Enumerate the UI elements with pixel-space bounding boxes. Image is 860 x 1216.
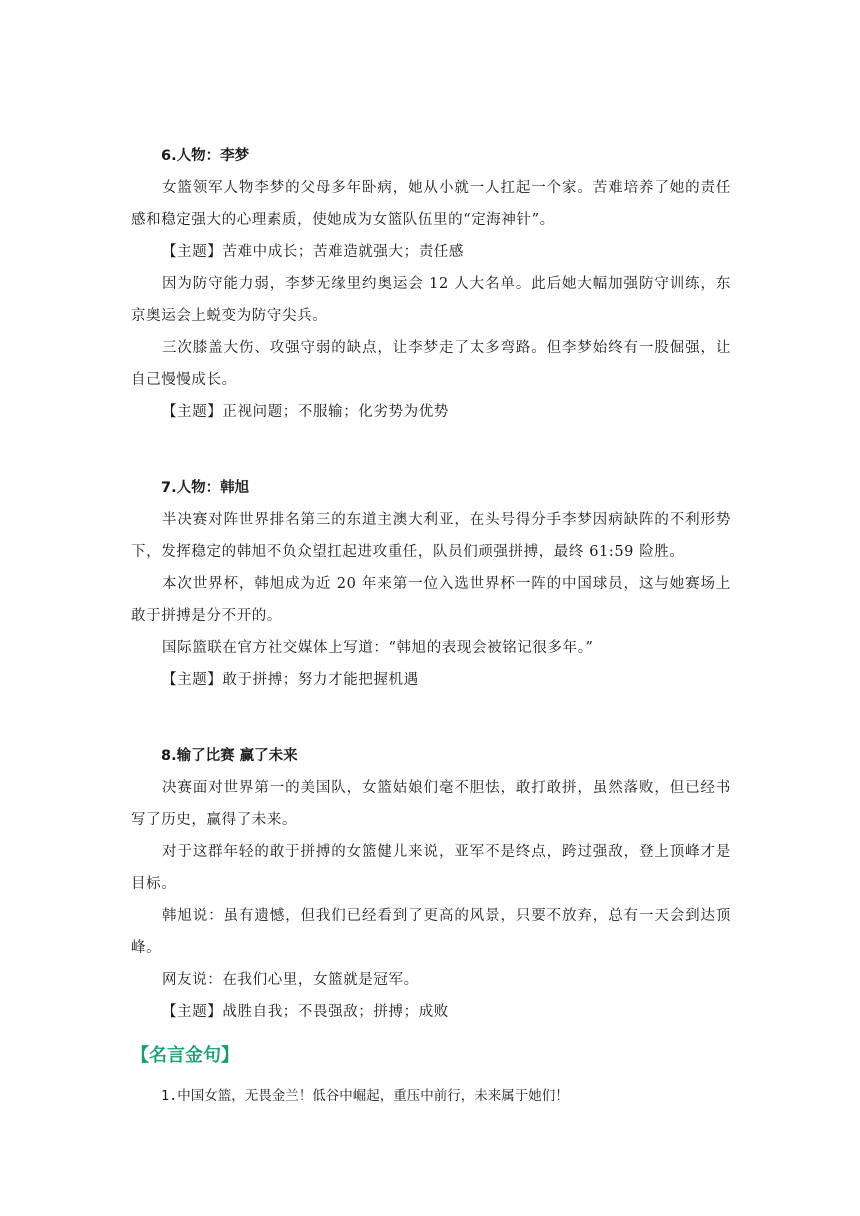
paragraph: 韩旭说：虽有遗憾，但我们已经看到了更高的风景，只要不放弃，总有一天会到达顶峰。 — [131, 908, 731, 956]
section-li-meng — [131, 140, 731, 428]
paragraph: 本次世界杯，韩旭成为近 20 年来第一位入选世界杯一阵的中国球员，这与她赛场上敢于拼搏是分不开的。 — [131, 576, 731, 624]
paragraph: 三次膝盖大伤、攻强守弱的缺点，让李梦走了太多弯路。但李梦始终有一股倔强，让自己慢慢成长。 — [131, 340, 731, 388]
theme-line: 【主题】苦难中成长；苦难造就强大；责任感 — [162, 244, 464, 260]
document-body — [131, 140, 731, 1028]
quote-item: 1.中国女篮，无畏金兰！低谷中崛起，重压中前行，未来属于她们！ — [161, 1088, 569, 1104]
section-han-xu — [131, 472, 731, 696]
section-heading: 6.人物：李梦 — [161, 148, 250, 164]
paragraph: 国际篮联在官方社交媒体上写道：“韩旭的表现会被铭记很多年。” — [162, 640, 594, 656]
paragraph: 女篮领军人物李梦的父母多年卧病，她从小就一人扛起一个家。苦难培养了她的责任感和稳定强大的心理素质，使她成为女篮队伍里的“定海神针”。 — [131, 180, 731, 228]
section-heading: 8.输了比赛 赢了未来 — [161, 748, 298, 764]
section-heading: 7.人物：韩旭 — [161, 480, 250, 496]
paragraph: 决赛面对世界第一的美国队，女篮姑娘们毫不胆怯，敢打敢拼，虽然落败，但已经书写了历史，赢得了未来。 — [131, 780, 731, 828]
section-spacer — [131, 696, 731, 740]
section-final — [131, 740, 731, 1028]
theme-line: 【主题】战胜自我；不畏强敌；拼搏；成败 — [162, 1004, 449, 1020]
theme-line: 【主题】敢于拼搏；努力才能把握机遇 — [162, 672, 419, 688]
theme-line: 【主题】正视问题；不服输；化劣势为优势 — [162, 404, 449, 420]
paragraph: 半决赛对阵世界排名第三的东道主澳大利亚，在头号得分手李梦因病缺阵的不利形势下，发挥稳定的韩旭不负众望扛起进攻重任，队员们顽强拼搏，最终 61:59 险胜。 — [131, 512, 731, 560]
paragraph: 网友说：在我们心里，女篮就是冠军。 — [162, 972, 419, 988]
paragraph: 因为防守能力弱，李梦无缘里约奥运会 12 人大名单。此后她大幅加强防守训练，东京奥运会上蜕变为防守尖兵。 — [131, 276, 731, 324]
section-spacer — [131, 428, 731, 472]
paragraph: 对于这群年轻的敢于拼搏的女篮健儿来说，亚军不是终点，跨过强敌，登上顶峰才是目标。 — [131, 844, 731, 892]
quotes-title: 【名言金句】 — [131, 1045, 239, 1066]
